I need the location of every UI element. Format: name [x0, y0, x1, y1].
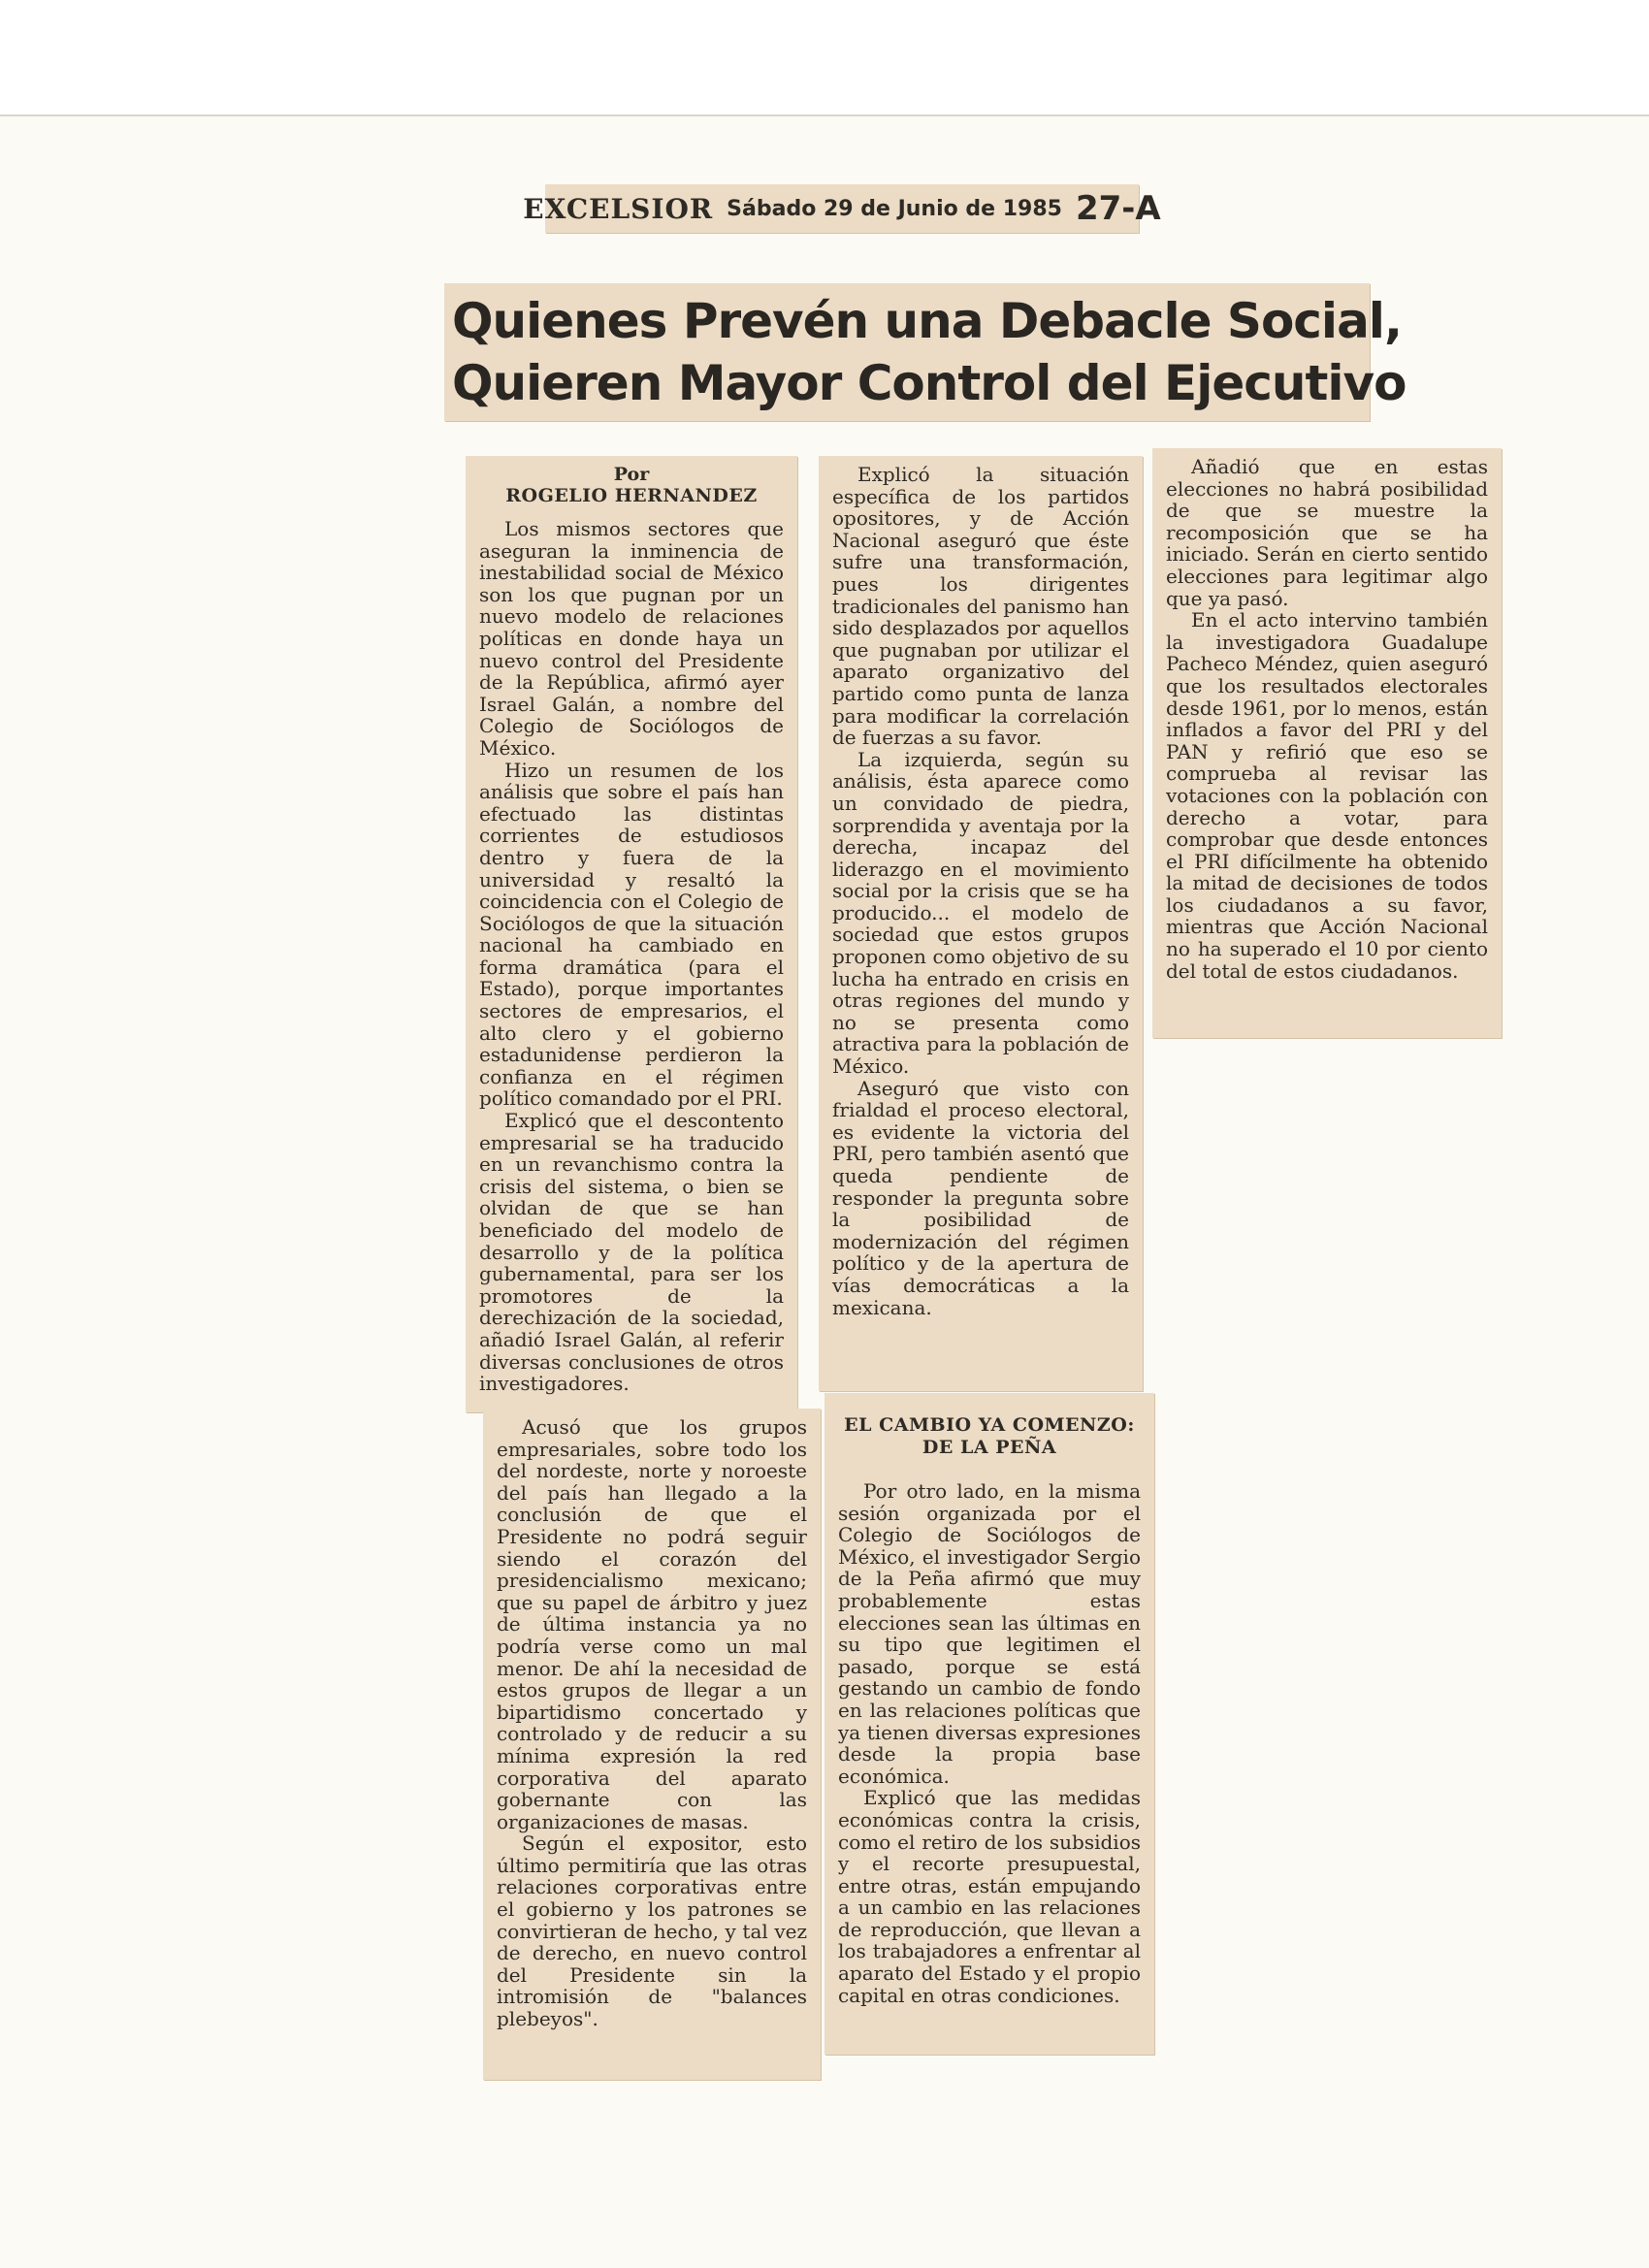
- byline: [479, 464, 784, 506]
- article-column-5: [824, 1393, 1154, 2055]
- paragraph: Según el expositor, esto último permitiría que las otras relaciones corporativas entre el gobierno y los patrones se convirtieran de hecho, y tal vez de derecho, en nuevo control del Presidente sin la intromisión de "balances plebeyos".: [497, 1831, 807, 2031]
- paragraph: Añadió que en estas elecciones no habrá posibilidad de que se muestre la recomposición que se ha iniciado. Serán en cierto sentido elecciones para legitimar algo que ya pasó.: [1166, 455, 1488, 610]
- paragraph: Los mismos sectores que aseguran la inminencia de inestabilidad social de México son los que pugnan por un nuevo modelo de relaciones políticas en donde haya un nuevo control del Presidente de la República, afirmó ayer Israel Galán, a nombre del Colegio de Sociólogos de México.: [479, 517, 784, 760]
- headline-line-1: Quienes Prevén una Debacle Social,: [452, 293, 1402, 349]
- byline-prefix: Por: [613, 464, 650, 485]
- masthead: [523, 184, 1161, 233]
- headline: [444, 283, 1406, 421]
- issue-date: Sábado 29 de Junio de 1985: [727, 196, 1062, 221]
- newspaper-name: EXCELSIOR: [523, 192, 714, 225]
- paragraph: Por otro lado, en la misma sesión organizada por el Colegio de Sociólogos de México, el investigador Sergio de la Peña afirmó que muy probablemente estas elecciones sean las últimas en su tipo que legitimen el pasado, porque se está gestando un cambio de fondo en las relaciones políticas que ya tienen diversas expresiones desde la propia base económica.: [838, 1479, 1141, 1788]
- byline-author: ROGELIO HERNANDEZ: [505, 485, 758, 506]
- article-column-4: [483, 1409, 821, 2080]
- paragraph: Hizo un resumen de los análisis que sobre el país han efectuado las distintas corrientes de estudiosos dentro y fuera de la universidad y resaltó la coincidencia con el Colegio de Sociólogos de que la situación nacional ha cambiado en forma dramática (para el Estado), porque importantes sectores de empresarios, el alto clero y el gobierno estadunidense perdieron la confianza en el régimen político comandado por el PRI.: [479, 758, 784, 1111]
- scanner-background: [0, 0, 1649, 116]
- article-column-3: [1152, 448, 1502, 1038]
- paragraph: Aseguró que visto con frialdad el proceso electoral, es evidente la victoria del PRI, pero también asentó que queda pendiente de responder la pregunta sobre la posibilidad de modernización del régimen político y de la apertura de vías democráticas a la mexicana.: [832, 1076, 1129, 1319]
- paragraph: Acusó que los grupos empresariales, sobre todo los del nordeste, norte y noroeste del país han llegado a la conclusión de que el Presidente no podrá seguir siendo el corazón del presidencialismo mexicano; que su papel de árbitro y juez de última instancia ya no podría verse como un mal menor. De ahí la necesidad de estos grupos de llegar a un bipartidismo concertado y controlado y de reducir a su mínima expresión la red corporativa del aparato gobernante con las organizaciones de masas.: [497, 1415, 807, 1833]
- article-column-2: [819, 456, 1143, 1391]
- paragraph: Explicó que las medidas económicas contra la crisis, como el retiro de los subsidios y el recorte presupuestal, entre otras, están empujando a un cambio en las relaciones de reproducción, que llevan a los trabajadores a enfrentar al aparato del Estado y el propio capital en otras condiciones.: [838, 1786, 1141, 2007]
- headline-line-2: Quieren Mayor Control del Ejecutivo: [452, 355, 1406, 411]
- paragraph: La izquierda, según su análisis, ésta aparece como un convidado de piedra, sorprendida y aventaja por la derecha, incapaz del liderazgo en el movimiento social por la crisis que se ha producido... el modelo de sociedad que estos grupos proponen como objetivo de su lucha ha entrado en crisis en otras regiones del mundo y no se presenta como atractiva para la población de México.: [832, 747, 1129, 1079]
- paragraph: Explicó la situación específica de los partidos opositores, y de Acción Nacional aseguró que éste sufre una transformación, pues los dirigentes tradicionales del panismo han sido desplazados por aquellos que pugnaban por utilizar el aparato organizativo del partido como punta de lanza para modificar la correlación de fuerzas a su favor.: [832, 463, 1129, 750]
- page-number: 27-A: [1075, 189, 1161, 228]
- subheading: EL CAMBIO YA COMENZO: DE LA PEÑA: [844, 1414, 1135, 1458]
- paragraph: Explicó que el descontento empresarial se ha traducido en un revanchismo contra la crisis del sistema, o bien se olvidan de que se han beneficiado del modelo de desarrollo y de la política gubernamental, para ser los promotores de la derechización de la sociedad, añadió Israel Galán, al referir diversas conclusiones de otros investigadores.: [479, 1109, 784, 1396]
- paragraph: En el acto intervino también la investigadora Guadalupe Pacheco Méndez, quien aseguró que los resultados electorales desde 1961, por lo menos, están inflados a favor del PRI y del PAN y refirió que eso se comprueba al revisar las votaciones con la población con derecho a votar, para comprobar que desde entonces el PRI difícilmente ha obtenido la mitad de decisiones de todos los ciudadanos a su favor, mientras que Acción Nacional no ha superado el 10 por ciento del total de estos ciudadanos.: [1166, 608, 1488, 983]
- article-column-1: [466, 456, 797, 1412]
